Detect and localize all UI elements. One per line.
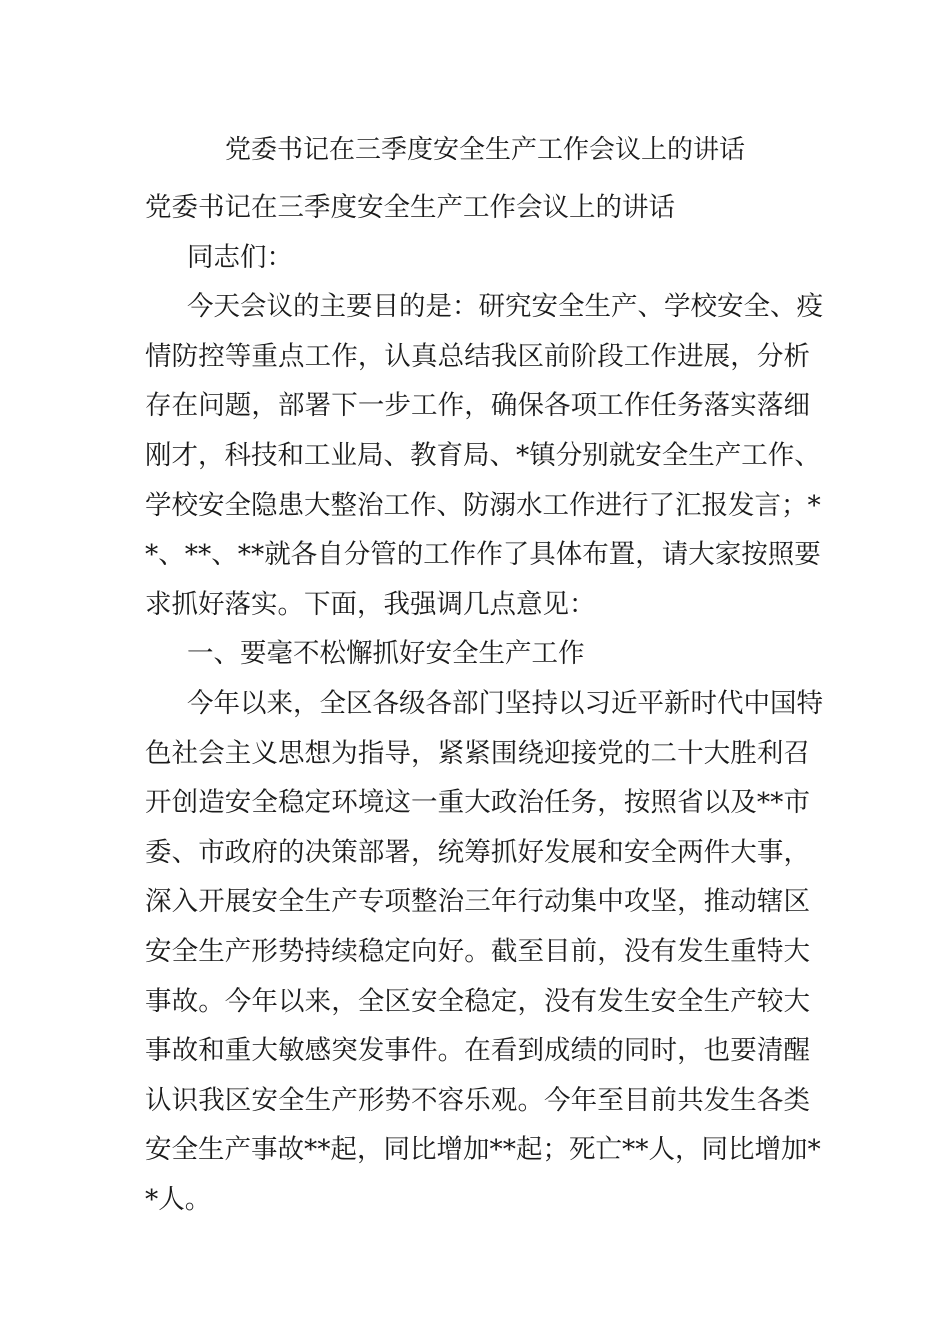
text-line: 委、市政府的决策部署，统筹抓好发展和安全两件大事， (145, 836, 810, 868)
text-line: 情防控等重点工作，认真总结我区前阶段工作进展，分析 (145, 340, 810, 372)
text-line: 认识我区安全生产形势不容乐观。今年至目前共发生各类 (145, 1084, 810, 1116)
text-line: 求抓好落实。下面，我强调几点意见： (145, 588, 596, 620)
text-line: 事故和重大敏感突发事件。在看到成绩的同时，也要清醒 (145, 1035, 810, 1067)
text-line: 学校安全隐患大整治工作、防溺水工作进行了汇报发言；* (145, 489, 821, 521)
text-line: 开创造安全稳定环境这一重大政治任务，按照省以及**市 (145, 787, 810, 819)
text-line: 今天会议的主要目的是：研究安全生产、学校安全、疫 (187, 291, 823, 323)
document-body (145, 183, 823, 1224)
text-line: 同志们： (187, 241, 293, 273)
text-line: *人。 (145, 1183, 212, 1215)
subtitle-line: 党委书记在三季度安全生产工作会议上的讲话 (145, 192, 675, 223)
text-line: 安全生产事故**起，同比增加**起；死亡**人，同比增加* (145, 1134, 821, 1166)
text-line: *、**、**就各自分管的工作作了具体布置，请大家按照要 (145, 539, 821, 571)
text-line: 深入开展安全生产专项整治三年行动集中攻坚，推动辖区 (145, 886, 810, 918)
text-line: 今年以来，全区各级各部门坚持以习近平新时代中国特 (187, 687, 823, 719)
text-line: 安全生产形势持续稳定向好。截至目前，没有发生重特大 (145, 935, 810, 967)
text-line: 事故。今年以来，全区安全稳定，没有发生安全生产较大 (145, 985, 810, 1017)
text-line: 一、要毫不松懈抓好安全生产工作 (187, 638, 585, 670)
text-line: 色社会主义思想为指导，紧紧围绕迎接党的二十大胜利召 (145, 737, 810, 769)
document-title: 党委书记在三季度安全生产工作会议上的讲话 (224, 135, 745, 165)
text-line: 刚才，科技和工业局、教育局、*镇分别就安全生产工作、 (145, 439, 821, 471)
text-line: 存在问题，部署下一步工作，确保各项工作任务落实落细 (145, 390, 810, 422)
